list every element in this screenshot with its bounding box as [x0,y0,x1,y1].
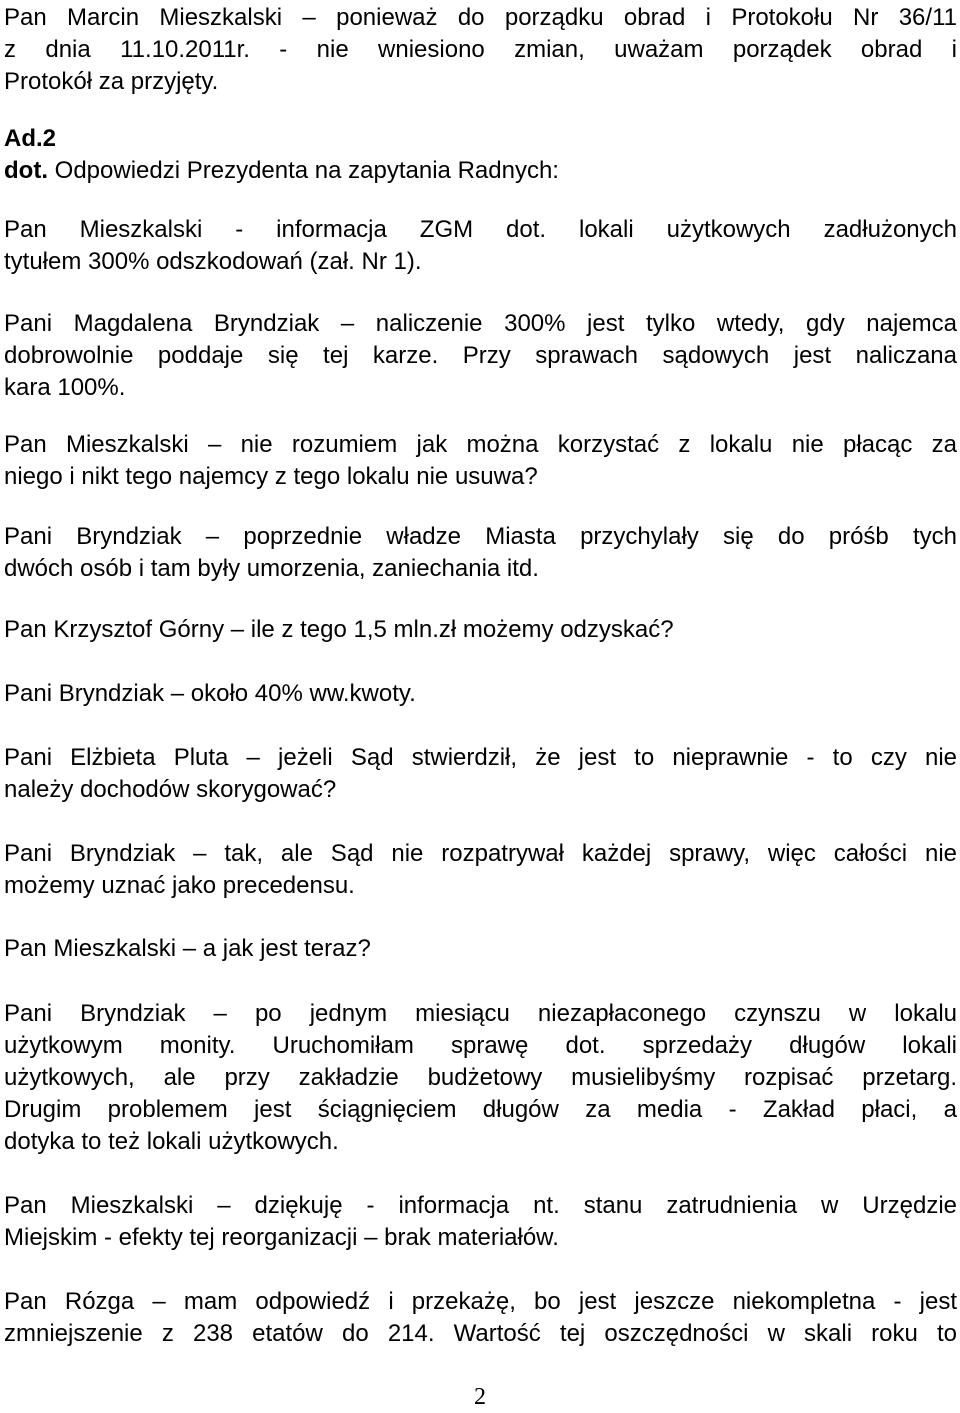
text-line: należy dochodów skorygować? [4,776,337,803]
text-line: Pani Bryndziak – poprzednie władze Miasta przychylały się do próśb tych [4,523,957,550]
paragraph-bryndziak-monity [4,998,957,1158]
text-line: Pan Mieszkalski – nie rozumiem jak można korzystać z lokalu nie płacąc za [4,431,957,458]
text-line: Pani Magdalena Bryndziak – naliczenie 300% jest tylko wtedy, gdy najemca [4,310,957,337]
paragraph-bryndziak-wladze [4,521,957,585]
text-line: kara 100%. [4,374,126,401]
text-line: Pani Bryndziak – około 40% ww.kwoty. [4,680,416,707]
text-line: dwóch osób i tam były umorzenia, zaniechania itd. [4,555,539,582]
text-line: Pani Bryndziak – po jednym miesiącu niezapłaconego czynszu w lokalu [4,1000,957,1027]
paragraph-bryndziak-naliczenie [4,308,957,404]
text-line: Pan Mieszkalski - informacja ZGM dot. lokali użytkowych zadłużonych [4,216,957,243]
text-line: użytkowym monity. Uruchomiłam sprawę dot. sprzedaży długów lokali [4,1032,957,1059]
section-title-rest: Odpowiedzi Prezydenta na zapytania Radnych: [47,157,559,184]
text-line: dotyka to też lokali użytkowych. [4,1128,339,1155]
text-line: Pan Rózga – mam odpowiedź i przekażę, bo jest jeszcze niekompletna - jest [4,1288,957,1315]
text-line: Pan Krzysztof Górny – ile z tego 1,5 mln.zł możemy odzyskać? [4,616,674,643]
text-line: Pan Mieszkalski – a jak jest teraz? [4,935,371,962]
section-number: Ad.2 [4,125,57,152]
text-line: zmniejszenie z 238 etatów do 214. Wartość tej oszczędności w skali roku to [4,1320,957,1347]
paragraph-mieszkalski-pytanie [4,429,957,493]
text-line: Pan Mieszkalski – dziękuję - informacja nt. stanu zatrudnienia w Urzędzie [4,1192,957,1219]
text-line: z dnia 11.10.2011r. - nie wniesiono zmian, uważam porządek obrad i [4,36,957,63]
paragraph-mieszkalski-teraz [4,933,957,965]
text-line: Pan Marcin Mieszkalski – ponieważ do porządku obrad i Protokołu Nr 36/11 [4,4,957,31]
text-line: niego i nikt tego najemcy z tego lokalu nie usuwa? [4,463,538,490]
paragraph-pluta-pytanie [4,742,957,806]
text-line: Miejskim - efekty tej reorganizacji – brak materiałów. [4,1224,559,1251]
paragraph-mieszkalski-zatrudnienie [4,1190,957,1254]
paragraph-gorny-pytanie [4,614,957,646]
text-line: Pani Bryndziak – tak, ale Sąd nie rozpatrywał każdej sprawy, więc całości nie [4,840,957,867]
page-number: 2 [474,1384,486,1410]
paragraph-bryndziak-40 [4,678,957,710]
text-line: Drugim problemem jest ściągnięciem długów za media - Zakład płaci, a [4,1096,957,1123]
text-line: Protokół za przyjęty. [4,68,219,95]
paragraph-porzadek-obrad [4,2,957,98]
paragraph-informacja-zgm [4,214,957,278]
text-line: dobrowolnie poddaje się tej karze. Przy sprawach sądowych jest naliczana [4,342,957,369]
paragraph-bryndziak-sad [4,838,957,902]
text-line: tytułem 300% odszkodowań (zał. Nr 1). [4,248,422,275]
section-title-lead: dot. [4,157,48,184]
text-line: Pani Elżbieta Pluta – jeżeli Sąd stwierdził, że jest to nieprawnie - to czy nie [4,744,957,771]
text-line: możemy uznać jako precedensu. [4,872,355,899]
section-heading-ad2 [4,123,957,187]
section-title [4,155,957,187]
text-line: użytkowych, ale przy zakładzie budżetowy musielibyśmy rozpisać przetarg. [4,1064,957,1091]
paragraph-rozga-odpowiedz [4,1286,957,1350]
